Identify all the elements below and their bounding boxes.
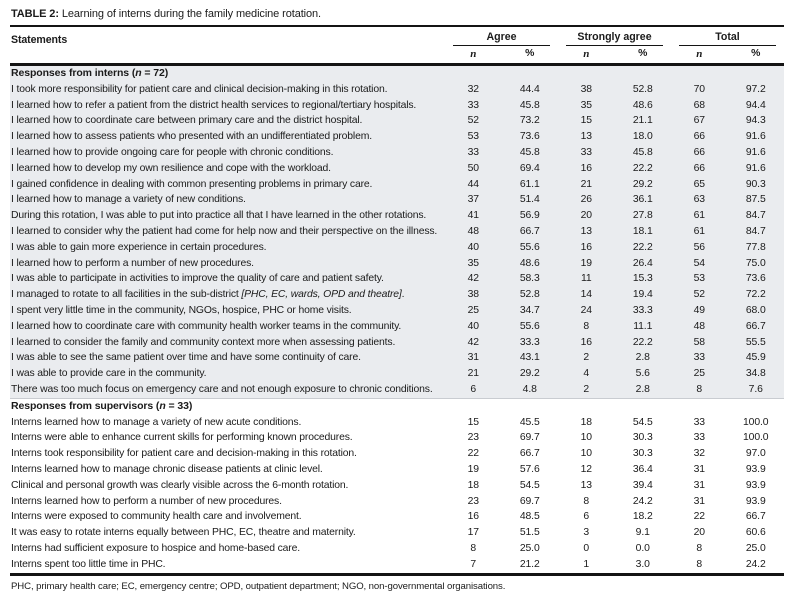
value-cell: 18.2 — [632, 511, 653, 523]
statements-column-header: Statements — [11, 34, 68, 46]
value-cell: 48.6 — [519, 257, 540, 269]
value-cell: 75.0 — [745, 257, 766, 269]
value-cell: 16 — [580, 162, 592, 174]
sub-column-header — [10, 46, 784, 63]
value-cell: 17 — [467, 527, 479, 539]
statement-cell: It was easy to rotate interns equally between PHC, EC, theatre and maternity. — [11, 527, 356, 539]
value-cell: 66 — [693, 162, 705, 174]
value-cell: 91.6 — [745, 146, 766, 158]
value-cell: 84.7 — [745, 225, 766, 237]
table-row — [10, 208, 784, 224]
value-cell: 6 — [583, 511, 590, 523]
value-cell: 60.6 — [745, 527, 766, 539]
statement-cell: Interns were able to enhance current skills for performing known procedures. — [11, 432, 353, 444]
strongly-agree-group-header: Strongly agree — [558, 31, 671, 46]
table-footnote: PHC, primary health care; EC, emergency centre; OPD, outpatient department; NGO, non-governmental organisations. — [11, 580, 506, 592]
value-cell: 1 — [583, 558, 590, 570]
value-cell: 45.8 — [519, 146, 540, 158]
value-cell: 26 — [580, 194, 592, 206]
spacer-cell — [10, 48, 445, 60]
value-cell: 54.5 — [632, 416, 653, 428]
value-cell: 24 — [580, 304, 592, 316]
table-row — [10, 177, 784, 193]
value-cell: 8 — [583, 320, 590, 332]
statement-cell: I was able to see the same patient over time and have some continuity of care. — [11, 352, 361, 364]
column-group-header — [10, 27, 784, 46]
table-row — [10, 224, 784, 240]
table-row — [10, 525, 784, 541]
value-cell: 44.4 — [519, 83, 540, 95]
value-cell: 18 — [467, 479, 479, 491]
value-cell: 93.9 — [745, 463, 766, 475]
value-cell: 87.5 — [745, 194, 766, 206]
table-row — [10, 271, 784, 287]
value-cell: 50 — [467, 162, 479, 174]
value-cell: 69.7 — [519, 432, 540, 444]
value-cell: 45.8 — [519, 99, 540, 111]
value-cell: 48 — [693, 320, 705, 332]
value-cell: 100.0 — [742, 432, 769, 444]
value-cell: 45.5 — [519, 416, 540, 428]
value-cell: 45.8 — [632, 146, 653, 158]
value-cell: 25 — [693, 368, 705, 380]
value-cell: 22.2 — [632, 241, 653, 253]
statement-cell: I was able to gain more experience in certain procedures. — [11, 241, 267, 253]
value-cell: 66.7 — [745, 511, 766, 523]
value-cell: 21 — [467, 368, 479, 380]
table-body — [10, 66, 784, 573]
value-cell: 21.2 — [519, 558, 540, 570]
table-row — [10, 430, 784, 446]
statement-cell: I learned to consider the family and community context more when assessing patients. — [11, 336, 396, 348]
value-cell: 54.5 — [519, 479, 540, 491]
value-cell: 13 — [580, 131, 592, 143]
value-cell: 93.9 — [745, 495, 766, 507]
value-cell: 33 — [467, 99, 479, 111]
table-row — [10, 541, 784, 557]
value-cell: 55.6 — [519, 320, 540, 332]
value-cell: 13 — [580, 479, 592, 491]
statement-cell: I learned how to coordinate care between primary care and the district hospital. — [11, 115, 363, 127]
value-cell: 22 — [693, 511, 705, 523]
value-cell: 91.6 — [745, 131, 766, 143]
value-cell: 8 — [696, 542, 703, 554]
value-cell: 53 — [693, 273, 705, 285]
value-cell: 73.2 — [519, 115, 540, 127]
table-row — [10, 366, 784, 382]
value-cell: 40 — [467, 320, 479, 332]
statement-cell: I gained confidence in dealing with common presenting problems in primary care. — [11, 178, 373, 190]
value-cell: 61 — [693, 225, 705, 237]
value-cell: 15.3 — [632, 273, 653, 285]
value-cell: 73.6 — [519, 131, 540, 143]
value-cell: 84.7 — [745, 210, 766, 222]
strongly-agree-n-header: n — [583, 48, 590, 60]
value-cell: 52.8 — [632, 83, 653, 95]
value-cell: 97.0 — [745, 448, 766, 460]
value-cell: 90.3 — [745, 178, 766, 190]
value-cell: 68.0 — [745, 304, 766, 316]
value-cell: 2 — [583, 383, 590, 395]
value-cell: 15 — [580, 115, 592, 127]
value-cell: 73.6 — [745, 273, 766, 285]
value-cell: 31 — [467, 352, 479, 364]
value-cell: 20 — [693, 527, 705, 539]
value-cell: 27.8 — [632, 210, 653, 222]
statement-cell: I managed to rotate to all facilities in the sub-district [PHC, EC, wards, OPD and theatre]. — [11, 289, 405, 301]
table-row — [10, 557, 784, 573]
strongly-agree-pct-header: % — [638, 48, 648, 59]
value-cell: 33 — [580, 146, 592, 158]
value-cell: 34.8 — [745, 368, 766, 380]
value-cell: 3 — [583, 527, 590, 539]
value-cell: 3.0 — [635, 558, 650, 570]
value-cell: 19.4 — [632, 289, 653, 301]
value-cell: 4.8 — [522, 383, 537, 395]
value-cell: 42 — [467, 336, 479, 348]
value-cell: 22 — [467, 448, 479, 460]
value-cell: 45.9 — [745, 352, 766, 364]
value-cell: 51.5 — [519, 527, 540, 539]
value-cell: 23 — [467, 432, 479, 444]
value-cell: 31 — [693, 463, 705, 475]
value-cell: 26.4 — [632, 257, 653, 269]
value-cell: 5.6 — [635, 368, 650, 380]
value-cell: 2.8 — [635, 383, 650, 395]
value-cell: 56 — [693, 241, 705, 253]
agree-group-header: Agree — [445, 31, 558, 46]
value-cell: 7 — [470, 558, 477, 570]
table-row — [10, 113, 784, 129]
value-cell: 19 — [580, 257, 592, 269]
value-cell: 33.3 — [519, 336, 540, 348]
value-cell: 61 — [693, 210, 705, 222]
agree-n-header: n — [470, 48, 477, 60]
value-cell: 20 — [580, 210, 592, 222]
value-cell: 53 — [467, 131, 479, 143]
value-cell: 8 — [696, 383, 703, 395]
statement-cell: Interns learned how to manage chronic disease patients at clinic level. — [11, 463, 323, 475]
table-row — [10, 415, 784, 431]
value-cell: 54 — [693, 257, 705, 269]
statement-cell: I learned how to perform a number of new procedures. — [11, 257, 254, 269]
value-cell: 6 — [470, 383, 477, 395]
value-cell: 55.5 — [745, 336, 766, 348]
table-row — [10, 509, 784, 525]
value-cell: 93.9 — [745, 479, 766, 491]
value-cell: 33 — [467, 146, 479, 158]
value-cell: 36.1 — [632, 194, 653, 206]
value-cell: 33 — [693, 416, 705, 428]
value-cell: 22.2 — [632, 336, 653, 348]
table-row — [10, 494, 784, 510]
value-cell: 49 — [693, 304, 705, 316]
table-row — [10, 287, 784, 303]
table-row — [10, 192, 784, 208]
value-cell: 35 — [580, 99, 592, 111]
table-section — [10, 66, 784, 398]
total-pct-header: % — [751, 48, 761, 59]
value-cell: 15 — [467, 416, 479, 428]
value-cell: 33 — [693, 432, 705, 444]
value-cell: 52 — [467, 115, 479, 127]
value-cell: 52.8 — [519, 289, 540, 301]
value-cell: 51.4 — [519, 194, 540, 206]
value-cell: 16 — [580, 336, 592, 348]
value-cell: 19 — [467, 463, 479, 475]
value-cell: 7.6 — [748, 383, 763, 395]
value-cell: 32 — [693, 448, 705, 460]
statement-cell: I learned to consider why the patient had come for help now and their perspective on the illness. — [11, 225, 438, 237]
agree-pct-header: % — [525, 48, 535, 59]
value-cell: 66.7 — [519, 448, 540, 460]
value-cell: 16 — [580, 241, 592, 253]
statement-cell: I was able to participate in activities to improve the quality of care and patient safety. — [11, 273, 384, 285]
table-row — [10, 129, 784, 145]
value-cell: 52 — [693, 289, 705, 301]
value-cell: 10 — [580, 432, 592, 444]
value-cell: 48 — [467, 225, 479, 237]
value-cell: 31 — [693, 495, 705, 507]
table-row — [10, 446, 784, 462]
value-cell: 38 — [467, 289, 479, 301]
table-title-label: TABLE 2: — [11, 8, 59, 20]
value-cell: 43.1 — [519, 352, 540, 364]
value-cell: 2.8 — [635, 352, 650, 364]
value-cell: 91.6 — [745, 162, 766, 174]
value-cell: 18.0 — [632, 131, 653, 143]
table-row — [10, 161, 784, 177]
value-cell: 22.2 — [632, 162, 653, 174]
table-title-text: Learning of interns during the family medicine rotation. — [58, 8, 322, 20]
statement-cell: I took more responsibility for patient care and clinical decision-making in this rotation. — [11, 83, 388, 95]
value-cell: 25.0 — [519, 542, 540, 554]
table-title — [10, 5, 784, 25]
value-cell: 31 — [693, 479, 705, 491]
statement-cell: Interns learned how to perform a number of new procedures. — [11, 495, 282, 507]
total-group-header: Total — [671, 31, 784, 46]
value-cell: 39.4 — [632, 479, 653, 491]
table-row — [10, 335, 784, 351]
value-cell: 69.7 — [519, 495, 540, 507]
value-cell: 70 — [693, 83, 705, 95]
value-cell: 21 — [580, 178, 592, 190]
value-cell: 100.0 — [742, 416, 769, 428]
value-cell: 11 — [580, 273, 592, 285]
value-cell: 56.9 — [519, 210, 540, 222]
value-cell: 24.2 — [745, 558, 766, 570]
section-header: Responses from interns (n = 72) — [11, 67, 169, 79]
statement-cell: I spent very little time in the community, NGOs, hospice, PHC or home visits. — [11, 304, 352, 316]
value-cell: 94.3 — [745, 115, 766, 127]
table-row — [10, 382, 784, 398]
value-cell: 10 — [580, 448, 592, 460]
value-cell: 0 — [583, 542, 590, 554]
value-cell: 44 — [467, 178, 479, 190]
value-cell: 68 — [693, 99, 705, 111]
value-cell: 34.7 — [519, 304, 540, 316]
value-cell: 32 — [467, 83, 479, 95]
value-cell: 66.7 — [745, 320, 766, 332]
value-cell: 33.3 — [632, 304, 653, 316]
table-row — [10, 350, 784, 366]
value-cell: 30.3 — [632, 448, 653, 460]
table-row — [10, 303, 784, 319]
value-cell: 25.0 — [745, 542, 766, 554]
value-cell: 66.7 — [519, 225, 540, 237]
statement-cell: I learned how to refer a patient from the district health services to regional/tertiary hospitals. — [11, 99, 417, 111]
value-cell: 57.6 — [519, 463, 540, 475]
statement-cell: I learned how to coordinate care with community health worker teams in the community. — [11, 320, 402, 332]
value-cell: 48.5 — [519, 511, 540, 523]
value-cell: 2 — [583, 352, 590, 364]
table-section — [10, 398, 784, 573]
value-cell: 14 — [580, 289, 592, 301]
value-cell: 69.4 — [519, 162, 540, 174]
value-cell: 72.2 — [745, 289, 766, 301]
value-cell: 40 — [467, 241, 479, 253]
statement-cell: I learned how to develop my own resilience and cope with the workload. — [11, 162, 331, 174]
value-cell: 66 — [693, 146, 705, 158]
value-cell: 12 — [580, 463, 592, 475]
statement-cell: I learned how to provide ongoing care for people with chronic conditions. — [11, 146, 334, 158]
value-cell: 33 — [693, 352, 705, 364]
table-row — [10, 240, 784, 256]
value-cell: 25 — [467, 304, 479, 316]
value-cell: 67 — [693, 115, 705, 127]
value-cell: 41 — [467, 210, 479, 222]
value-cell: 30.3 — [632, 432, 653, 444]
statement-cell: Interns were exposed to community health care and involvement. — [11, 511, 302, 523]
statement-cell: During this rotation, I was able to put into practice all that I have learned in the other rotations. — [11, 210, 427, 222]
total-n-header: n — [696, 48, 703, 60]
value-cell: 8 — [583, 495, 590, 507]
statement-cell: Interns had sufficient exposure to hospice and home-based care. — [11, 542, 300, 554]
value-cell: 9.1 — [635, 527, 650, 539]
value-cell: 37 — [467, 194, 479, 206]
value-cell: 97.2 — [745, 83, 766, 95]
value-cell: 8 — [696, 558, 703, 570]
value-cell: 8 — [470, 542, 477, 554]
value-cell: 21.1 — [632, 115, 653, 127]
statement-cell: Interns learned how to manage a variety of new acute conditions. — [11, 416, 302, 428]
value-cell: 42 — [467, 273, 479, 285]
value-cell: 58 — [693, 336, 705, 348]
value-cell: 16 — [467, 511, 479, 523]
statement-cell: Interns spent too little time in PHC. — [11, 558, 166, 570]
value-cell: 29.2 — [632, 178, 653, 190]
statement-cell: Clinical and personal growth was clearly visible across the 6-month rotation. — [11, 479, 349, 491]
statement-cell: I learned how to assess patients who presented with an undifferentiated problem. — [11, 131, 372, 143]
value-cell: 58.3 — [519, 273, 540, 285]
value-cell: 18 — [580, 416, 592, 428]
value-cell: 23 — [467, 495, 479, 507]
value-cell: 65 — [693, 178, 705, 190]
statement-cell: There was too much focus on emergency care and not enough exposure to chronic conditions. — [11, 383, 433, 395]
value-cell: 94.4 — [745, 99, 766, 111]
statement-cell: I learned how to manage a variety of new conditions. — [11, 194, 246, 206]
value-cell: 0.0 — [635, 542, 650, 554]
value-cell: 61.1 — [519, 178, 540, 190]
statement-cell: Interns took responsibility for patient care and decision-making in this rotation. — [11, 448, 357, 460]
value-cell: 66 — [693, 131, 705, 143]
statement-cell: I was able to provide care in the community. — [11, 368, 207, 380]
table-row — [10, 82, 784, 98]
table-row — [10, 478, 784, 494]
value-cell: 18.1 — [632, 225, 653, 237]
value-cell: 35 — [467, 257, 479, 269]
value-cell: 63 — [693, 194, 705, 206]
table-row — [10, 98, 784, 114]
value-cell: 77.8 — [745, 241, 766, 253]
value-cell: 13 — [580, 225, 592, 237]
value-cell: 55.6 — [519, 241, 540, 253]
table-row — [10, 319, 784, 335]
value-cell: 29.2 — [519, 368, 540, 380]
value-cell: 11.1 — [633, 320, 653, 332]
table-row — [10, 462, 784, 478]
table-row — [10, 256, 784, 272]
value-cell: 24.2 — [632, 495, 653, 507]
value-cell: 36.4 — [632, 463, 653, 475]
section-header: Responses from supervisors (n = 33) — [11, 399, 193, 412]
value-cell: 38 — [580, 83, 592, 95]
value-cell: 48.6 — [632, 99, 653, 111]
value-cell: 4 — [583, 368, 590, 380]
table-row — [10, 145, 784, 161]
